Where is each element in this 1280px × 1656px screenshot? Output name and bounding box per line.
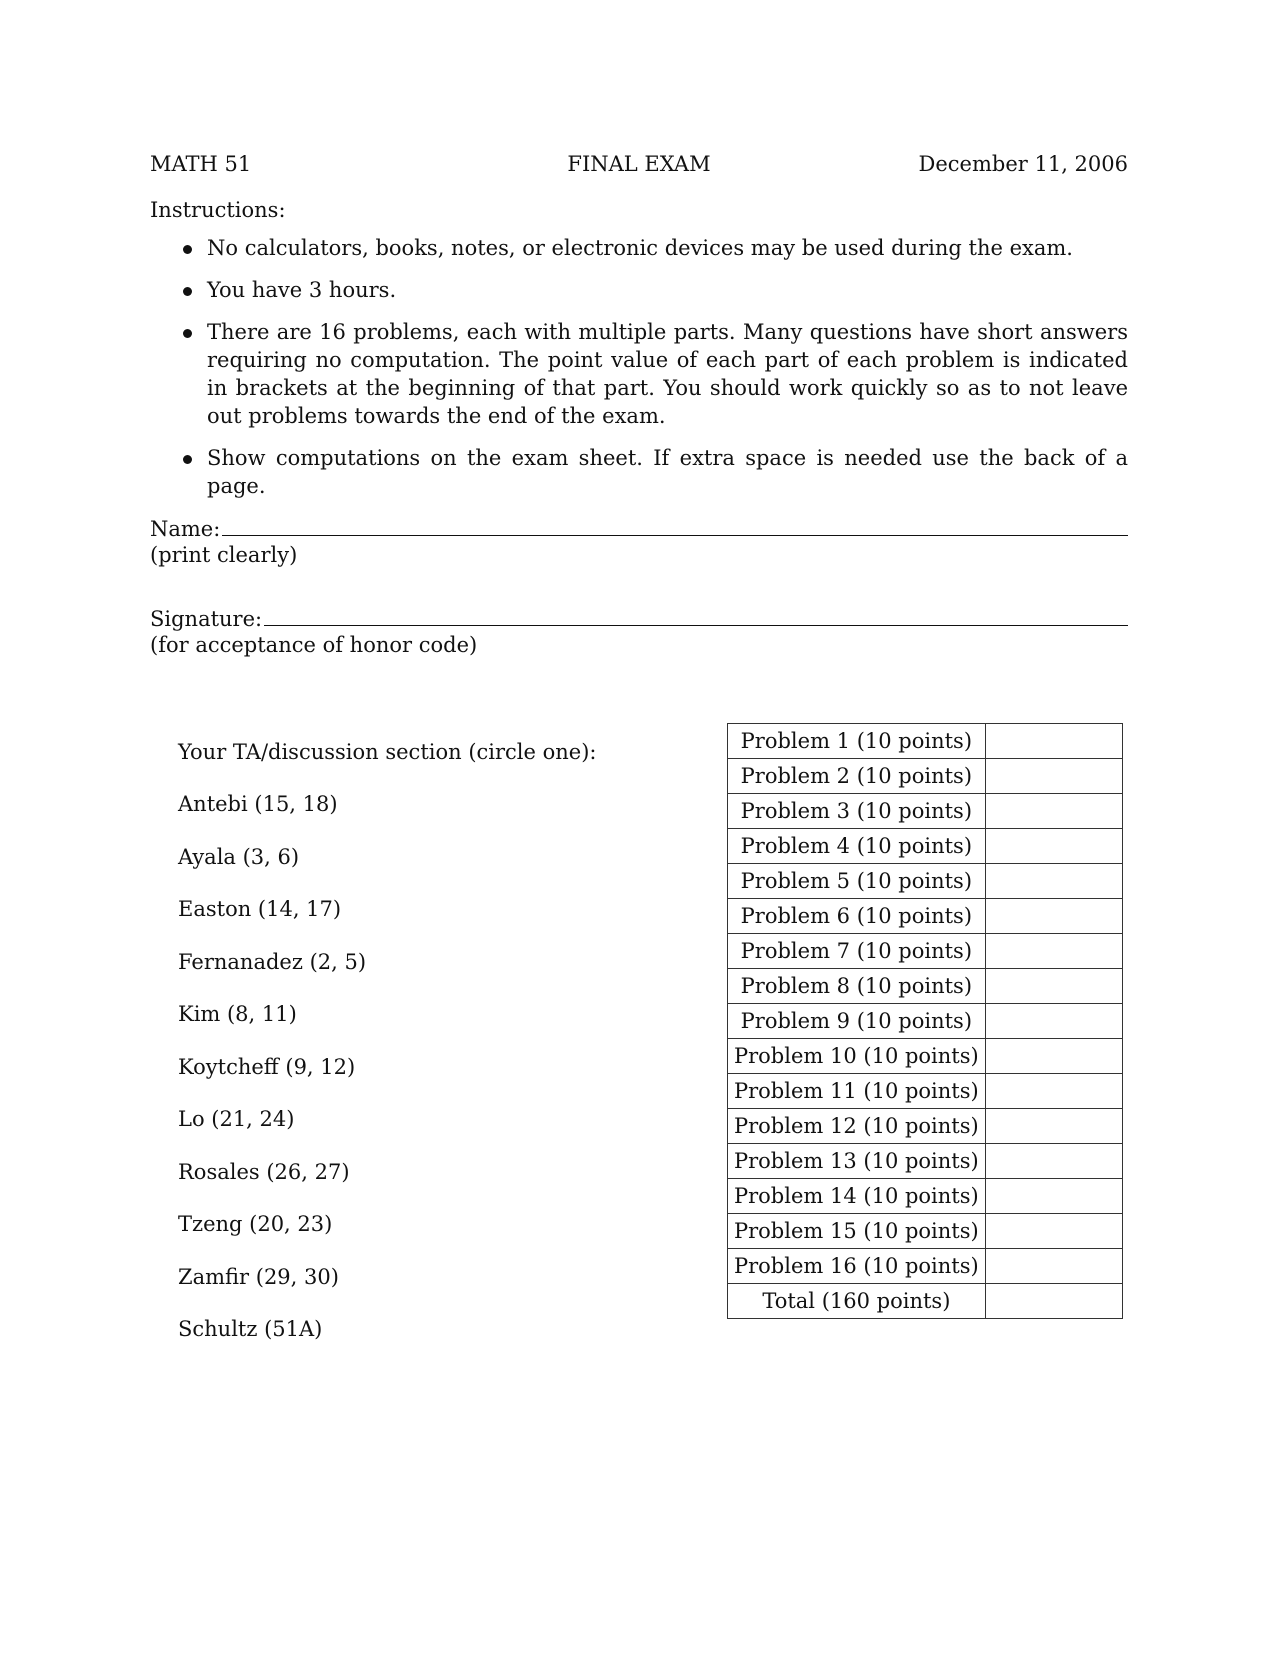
table-row bbox=[728, 969, 1123, 1004]
bullet-icon bbox=[183, 245, 192, 254]
signature-label: Signature: bbox=[150, 607, 263, 631]
problem-label: Problem 8 (10 points) bbox=[728, 969, 986, 1004]
table-row bbox=[728, 1214, 1123, 1249]
table-row bbox=[728, 759, 1123, 794]
score-cell[interactable] bbox=[985, 899, 1122, 934]
exam-title: FINAL EXAM bbox=[567, 152, 711, 176]
score-cell[interactable] bbox=[985, 829, 1122, 864]
instruction-text: No calculators, books, notes, or electronic devices may be used during the exam. bbox=[207, 236, 1073, 260]
name-input-line[interactable] bbox=[222, 535, 1128, 536]
problem-label: Problem 16 (10 points) bbox=[728, 1249, 986, 1284]
instruction-item bbox=[150, 276, 1128, 304]
name-field bbox=[150, 511, 1128, 569]
score-cell[interactable] bbox=[985, 1249, 1122, 1284]
table-row bbox=[728, 934, 1123, 969]
score-cell[interactable] bbox=[985, 969, 1122, 1004]
instructions-heading: Instructions: bbox=[150, 198, 286, 222]
ta-option[interactable]: Lo (21, 24) bbox=[178, 1107, 295, 1131]
instruction-text: There are 16 problems, each with multiple parts. Many questions have short answers requiring no computation. The point value of each part of each problem is indicated in brackets at the beginning of that part. You should work quickly so as to not leave out problems towards the end of the exam. bbox=[207, 320, 1128, 428]
bullet-icon bbox=[183, 287, 192, 296]
total-score-cell[interactable] bbox=[985, 1284, 1122, 1319]
ta-option[interactable]: Schultz (51A) bbox=[178, 1317, 323, 1341]
bullet-icon bbox=[183, 329, 192, 338]
instruction-item bbox=[150, 318, 1128, 430]
ta-option[interactable]: Koytcheff (9, 12) bbox=[178, 1054, 356, 1079]
signature-field bbox=[150, 601, 1128, 659]
ta-option[interactable]: Ayala (3, 6) bbox=[178, 844, 300, 869]
score-cell[interactable] bbox=[985, 1074, 1122, 1109]
problem-label: Problem 1 (10 points) bbox=[728, 724, 986, 759]
score-cell[interactable] bbox=[985, 1109, 1122, 1144]
problem-label: Problem 12 (10 points) bbox=[728, 1109, 986, 1144]
exam-cover-page bbox=[150, 0, 1128, 1656]
table-row bbox=[728, 1284, 1123, 1319]
score-cell[interactable] bbox=[985, 794, 1122, 829]
table-row bbox=[728, 864, 1123, 899]
signature-note: (for acceptance of honor code) bbox=[150, 633, 478, 657]
instructions-list bbox=[150, 234, 1128, 514]
problem-label: Problem 4 (10 points) bbox=[728, 829, 986, 864]
problem-label: Problem 7 (10 points) bbox=[728, 934, 986, 969]
score-cell[interactable] bbox=[985, 1214, 1122, 1249]
table-row bbox=[728, 1179, 1123, 1214]
ta-options-list bbox=[178, 792, 366, 1370]
table-row bbox=[728, 1249, 1123, 1284]
ta-option[interactable]: Rosales (26, 27) bbox=[178, 1159, 350, 1184]
problem-label: Problem 10 (10 points) bbox=[728, 1039, 986, 1074]
instruction-item bbox=[150, 234, 1128, 262]
table-row bbox=[728, 899, 1123, 934]
problem-label: Problem 13 (10 points) bbox=[728, 1144, 986, 1179]
table-row bbox=[728, 794, 1123, 829]
ta-option[interactable]: Fernanadez (2, 5) bbox=[178, 949, 367, 974]
bullet-icon bbox=[183, 455, 192, 464]
table-row bbox=[728, 829, 1123, 864]
name-label: Name: bbox=[150, 517, 221, 541]
score-table bbox=[727, 723, 1123, 1319]
name-note: (print clearly) bbox=[150, 543, 298, 567]
instruction-text: Show computations on the exam sheet. If extra space is needed use the back of a page. bbox=[207, 446, 1128, 498]
course-name: MATH 51 bbox=[150, 152, 252, 176]
table-row bbox=[728, 1074, 1123, 1109]
table-row bbox=[728, 1144, 1123, 1179]
exam-date: December 11, 2006 bbox=[918, 152, 1128, 176]
score-cell[interactable] bbox=[985, 1004, 1122, 1039]
score-cell[interactable] bbox=[985, 934, 1122, 969]
signature-input-line[interactable] bbox=[264, 625, 1128, 626]
exam-header bbox=[150, 152, 1128, 182]
problem-label: Problem 15 (10 points) bbox=[728, 1214, 986, 1249]
score-cell[interactable] bbox=[985, 1179, 1122, 1214]
score-cell[interactable] bbox=[985, 864, 1122, 899]
score-cell[interactable] bbox=[985, 1039, 1122, 1074]
problem-label: Problem 2 (10 points) bbox=[728, 759, 986, 794]
table-row bbox=[728, 1004, 1123, 1039]
table-row bbox=[728, 1039, 1123, 1074]
ta-option[interactable]: Tzeng (20, 23) bbox=[178, 1212, 333, 1236]
ta-option[interactable]: Antebi (15, 18) bbox=[178, 792, 338, 816]
problem-label: Problem 11 (10 points) bbox=[728, 1074, 986, 1109]
score-cell[interactable] bbox=[985, 759, 1122, 794]
ta-option[interactable]: Easton (14, 17) bbox=[178, 897, 342, 921]
total-label: Total (160 points) bbox=[728, 1284, 986, 1319]
instruction-text: You have 3 hours. bbox=[207, 278, 397, 302]
problem-label: Problem 6 (10 points) bbox=[728, 899, 986, 934]
score-cell[interactable] bbox=[985, 1144, 1122, 1179]
ta-section-title: Your TA/discussion section (circle one): bbox=[178, 740, 597, 764]
problem-label: Problem 3 (10 points) bbox=[728, 794, 986, 829]
ta-option[interactable]: Kim (8, 11) bbox=[178, 1002, 297, 1026]
instruction-item bbox=[150, 444, 1128, 500]
problem-label: Problem 9 (10 points) bbox=[728, 1004, 986, 1039]
ta-option[interactable]: Zamfir (29, 30) bbox=[178, 1264, 339, 1289]
score-cell[interactable] bbox=[985, 724, 1122, 759]
table-row bbox=[728, 724, 1123, 759]
table-row bbox=[728, 1109, 1123, 1144]
problem-label: Problem 14 (10 points) bbox=[728, 1179, 986, 1214]
problem-label: Problem 5 (10 points) bbox=[728, 864, 986, 899]
